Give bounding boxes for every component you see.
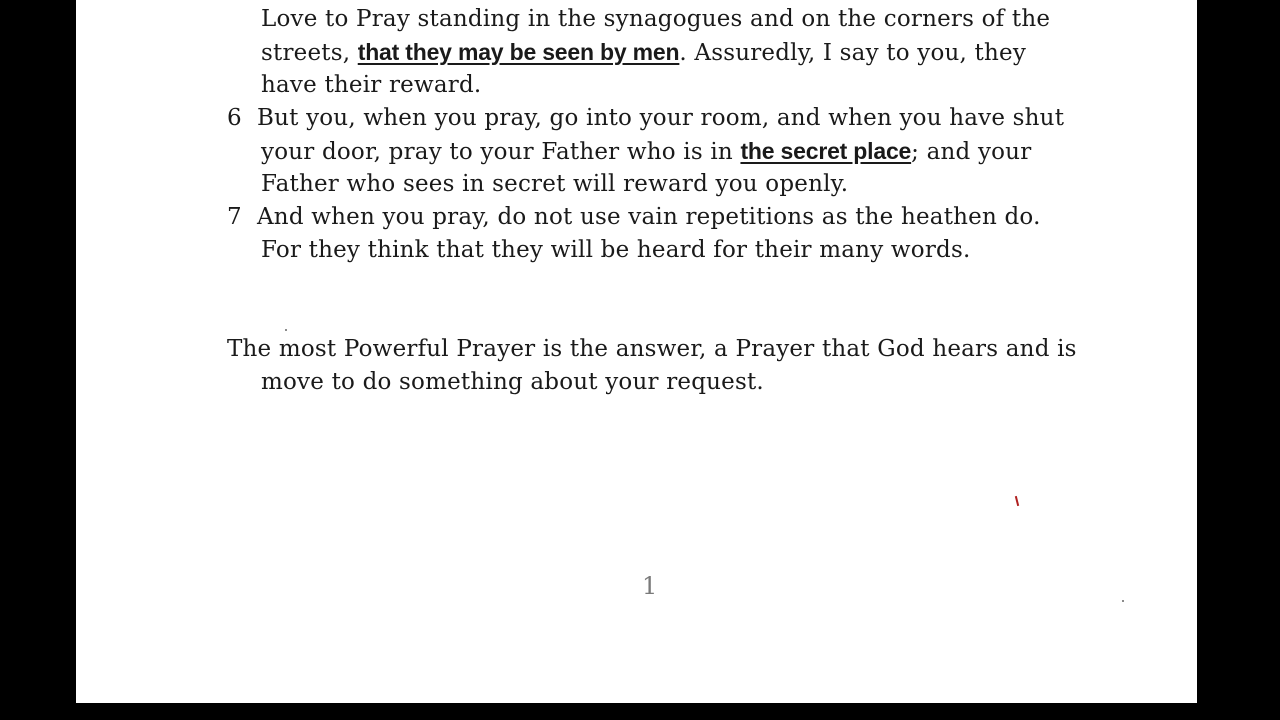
- verse-6-line-1: [227, 102, 1064, 135]
- speck-mark: [285, 329, 287, 331]
- verse-5-line-3: [261, 69, 481, 102]
- verse-6-line-3-text: Father who sees in secret will reward you openly.: [261, 171, 849, 197]
- verse-6-line-2-text-before: your door, pray to your Father who is in: [261, 139, 741, 165]
- verse-5-line-3-text: have their reward.: [261, 72, 482, 98]
- closing-line-1: [227, 333, 1077, 366]
- verse-7-line-2: [261, 234, 970, 267]
- page-number: 1: [642, 572, 658, 600]
- verse-7-line-2-text: For they think that they will be heard for their many words.: [261, 237, 971, 263]
- document-page: [76, 0, 1197, 703]
- verse-6-line-3: [261, 168, 848, 201]
- verse-7-line-1: [227, 201, 1041, 234]
- verse-5-line-2-text-after: . Assuredly, I say to you, they: [679, 40, 1027, 66]
- verse-6-number: 6: [227, 105, 242, 131]
- verse-7-number: 7: [227, 204, 242, 230]
- speck-mark-2: [1122, 600, 1124, 602]
- verse-5-line-2-text-before: streets,: [261, 40, 358, 66]
- verse-5-line-1-text: Love to Pray standing in the synagogues and on the corners of the: [261, 6, 1051, 32]
- verse-6-line-2: [261, 135, 1031, 168]
- verse-7-line-1-text: And when you pray, do not use vain repetitions as the heathen do.: [257, 204, 1041, 230]
- closing-line-1-text: The most Powerful Prayer is the answer, a Prayer that God hears and is: [227, 336, 1077, 362]
- verse-6-line-2-text-after: ; and your: [911, 139, 1032, 165]
- verse-6-line-1-text: But you, when you pray, go into your room, and when you have shut: [257, 105, 1065, 131]
- closing-line-2-text: move to do something about your request.: [261, 369, 764, 395]
- verse-5-line-2: [261, 36, 1026, 69]
- closing-line-2: [261, 366, 764, 399]
- verse-5-emphasis: that they may be seen by men: [357, 39, 680, 65]
- verse-6-emphasis: the secret place: [740, 138, 912, 164]
- verse-5-line-1: [261, 3, 1050, 36]
- red-ink-mark: [1015, 496, 1019, 506]
